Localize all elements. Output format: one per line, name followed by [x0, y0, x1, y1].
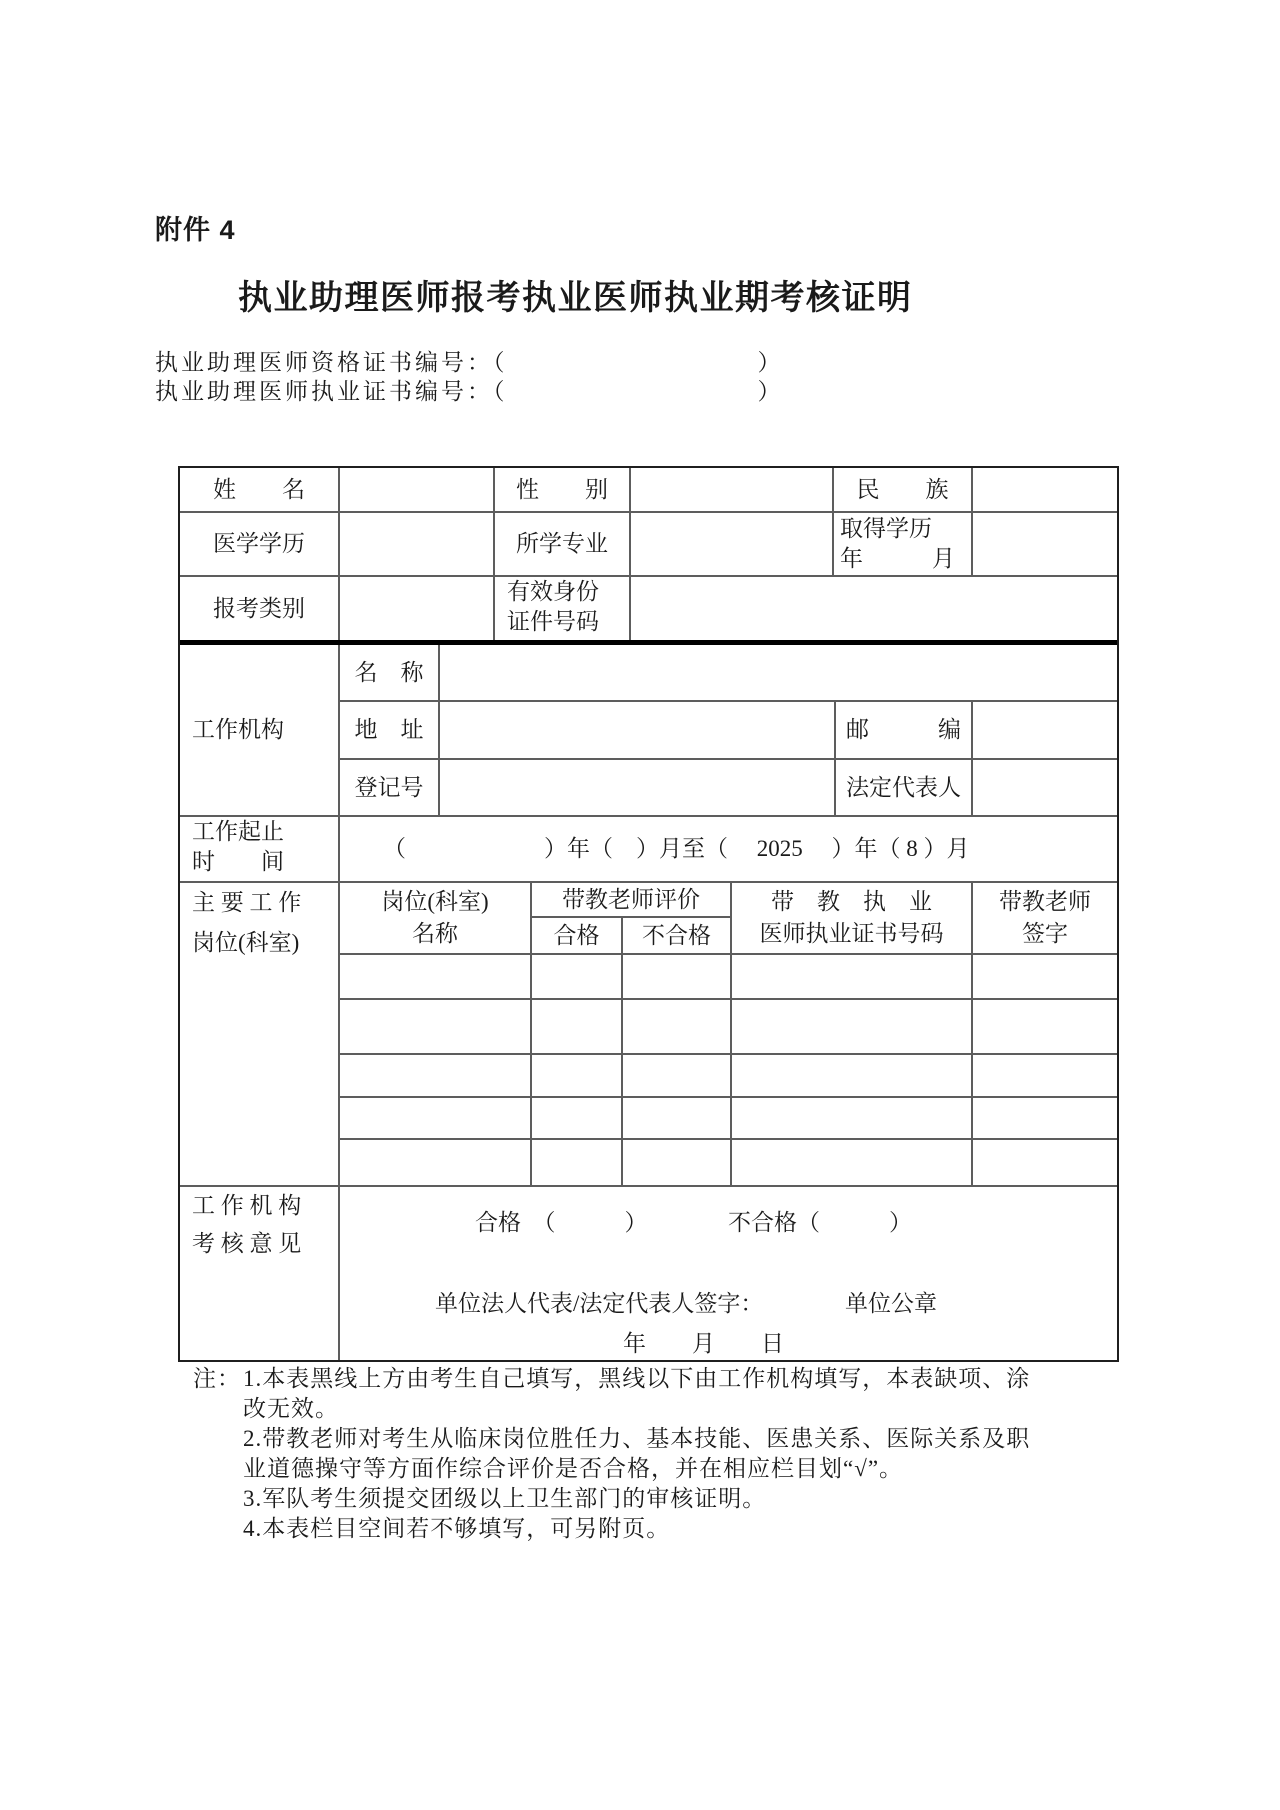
- org-address-label-cell: 地 址: [340, 702, 440, 760]
- positions-section: [180, 883, 1117, 1187]
- review-content-cell: [340, 1187, 1117, 1360]
- gender-label-cell: 性 别: [495, 468, 631, 513]
- work-period-value-cell: （ ）年（ ）月至（ 2025 ）年（ 8 ）月: [340, 817, 1117, 883]
- position-fail-cell: [623, 1098, 732, 1140]
- education-value-cell: [340, 513, 495, 577]
- position-certno-cell: [732, 1000, 973, 1055]
- review-result-line: 合格 （ ） 不合格（ ）: [475, 1210, 912, 1235]
- qualification-cert-label: 执业助理医师资格证书编号：: [155, 350, 493, 375]
- education-label-cell: 医学学历: [180, 513, 340, 577]
- position-certno-cell: [732, 955, 973, 1000]
- qualification-cert-line: [155, 348, 784, 377]
- review-label-cell: 工 作 机 构 考 核 意 见: [180, 1187, 340, 1360]
- review-date-line: 年 月 日: [623, 1331, 784, 1356]
- dept-header-cell: 岗位(科室) 名称: [340, 883, 532, 955]
- mentor-sign-header-cell: 带教老师 签字: [973, 883, 1117, 955]
- position-sign-cell: [973, 1000, 1117, 1055]
- close-paren: ）: [757, 379, 784, 404]
- close-paren: ）: [757, 350, 784, 375]
- position-sign-cell: [973, 955, 1117, 1000]
- attachment-label: 附件 4: [155, 215, 236, 245]
- practice-cert-label: 执业助理医师执业证书编号：: [155, 379, 493, 404]
- work-org-label-cell: 工作机构: [180, 645, 340, 817]
- id-number-label-cell: 有效身份 证件号码: [495, 577, 631, 640]
- org-zip-label-cell: 邮 编: [836, 702, 973, 760]
- review-section: [180, 1187, 1117, 1360]
- position-name-cell: [340, 1055, 532, 1098]
- major-value-cell: [631, 513, 834, 577]
- org-reg-label-cell: 登记号: [340, 760, 440, 817]
- position-pass-cell: [532, 1140, 623, 1187]
- note-line: 业道德操守等方面作综合评价是否合格，并在相应栏目划“√”。: [243, 1456, 904, 1481]
- notes-prefix: 注：: [193, 1366, 241, 1391]
- notes-block: [193, 1364, 1030, 1544]
- position-name-cell: [340, 1000, 532, 1055]
- org-name-label-cell: 名 称: [340, 645, 440, 702]
- category-value-cell: [340, 577, 495, 640]
- positions-label-cell: 主 要 工 作 岗位(科室): [180, 883, 340, 1187]
- work-org-section: [180, 645, 1117, 817]
- position-pass-cell: [532, 1000, 623, 1055]
- open-paren: （: [493, 379, 508, 404]
- note-line: 改无效。: [243, 1396, 339, 1421]
- org-zip-value-cell: [973, 702, 1117, 760]
- fail-header-cell: 不合格: [623, 918, 732, 955]
- org-name-value-cell: [440, 645, 1117, 702]
- note-line: 1.本表黑线上方由考生自己填写，黑线以下由工作机构填写，本表缺项、涂: [243, 1366, 1031, 1391]
- note-line: 3.军队考生须提交团级以上卫生部门的审核证明。: [243, 1486, 767, 1511]
- org-seal-label: 单位公章: [845, 1291, 937, 1316]
- evaluation-header-cell: 带教老师评价: [532, 883, 732, 918]
- work-period-label-cell: 工作起止 时 间: [180, 817, 340, 883]
- pass-header-cell: 合格: [532, 918, 623, 955]
- ethnicity-value-cell: [973, 468, 1117, 513]
- position-certno-cell: [732, 1140, 973, 1187]
- category-label-cell: 报考类别: [180, 577, 340, 640]
- position-name-cell: [340, 955, 532, 1000]
- page-title: 执业助理医师报考执业医师执业期考核证明: [238, 279, 913, 317]
- position-certno-cell: [732, 1098, 973, 1140]
- note-line: 2.带教老师对考生从临床岗位胜任力、基本技能、医患关系、医际关系及职: [243, 1426, 1031, 1451]
- name-value-cell: [340, 468, 495, 513]
- mentor-cert-header-cell: 带 教 执 业 医师执业证书号码: [732, 883, 973, 955]
- edu-date-label-cell: 取得学历 年 月: [834, 513, 973, 577]
- open-paren: （: [493, 350, 508, 375]
- position-name-cell: [340, 1140, 532, 1187]
- major-label-cell: 所学专业: [495, 513, 631, 577]
- note-line: 4.本表栏目空间若不够填写，可另附页。: [243, 1516, 671, 1541]
- legal-rep-value-cell: [973, 760, 1117, 817]
- position-sign-cell: [973, 1098, 1117, 1140]
- ethnicity-label-cell: 民 族: [834, 468, 973, 513]
- position-pass-cell: [532, 1055, 623, 1098]
- cert-number-lines: [155, 348, 784, 406]
- position-sign-cell: [973, 1055, 1117, 1098]
- position-fail-cell: [623, 1055, 732, 1098]
- org-address-value-cell: [440, 702, 836, 760]
- position-certno-cell: [732, 1055, 973, 1098]
- position-fail-cell: [623, 955, 732, 1000]
- id-number-value-cell: [631, 577, 1117, 640]
- work-period-section: [180, 817, 1117, 883]
- basic-info-section: [180, 468, 1117, 640]
- position-pass-cell: [532, 955, 623, 1000]
- form-table: [178, 466, 1119, 1362]
- position-fail-cell: [623, 1140, 732, 1187]
- edu-date-value-cell: [973, 513, 1117, 577]
- position-sign-cell: [973, 1140, 1117, 1187]
- practice-cert-line: [155, 377, 784, 406]
- org-reg-value-cell: [440, 760, 836, 817]
- position-fail-cell: [623, 1000, 732, 1055]
- position-pass-cell: [532, 1098, 623, 1140]
- note-lines: [243, 1364, 1030, 1544]
- position-name-cell: [340, 1098, 532, 1140]
- legal-rep-label-cell: 法定代表人: [836, 760, 973, 817]
- name-label-cell: 姓 名: [180, 468, 340, 513]
- legal-rep-sign-label: 单位法人代表/法定代表人签字：: [435, 1291, 764, 1316]
- gender-value-cell: [631, 468, 834, 513]
